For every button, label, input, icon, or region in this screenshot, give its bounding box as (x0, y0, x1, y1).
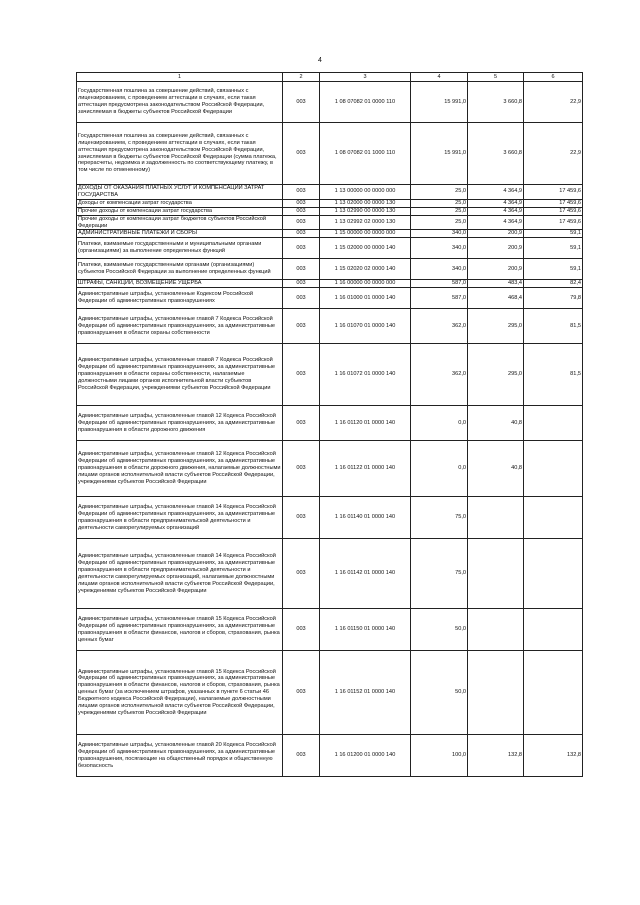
row-percent: 79,8 (524, 288, 583, 309)
row-budget-code: 1 13 02992 02 0000 130 (320, 215, 411, 230)
row-percent (524, 609, 583, 651)
row-plan: 587,0 (411, 280, 468, 288)
row-fact (468, 651, 524, 735)
table-row (77, 215, 583, 230)
row-admin-code: 003 (283, 82, 320, 123)
row-budget-code: 1 15 00000 00 0000 000 (320, 230, 411, 238)
row-name: Административные штрафы, установленные главой 7 Кодекса Российской Федерации об административных правонарушениях, за административные правонарушения в области охраны собственности (77, 309, 283, 344)
row-plan: 15 991,0 (411, 123, 468, 185)
row-fact: 295,0 (468, 309, 524, 344)
row-name: Прочие доходы от компенсации затрат бюджетов субъектов Российской Федерации (77, 215, 283, 230)
row-fact: 295,0 (468, 344, 524, 406)
row-percent (524, 441, 583, 497)
row-fact: 483,4 (468, 280, 524, 288)
table-row (77, 199, 583, 207)
table-row (77, 288, 583, 309)
row-name: Административные штрафы, установленные Кодексом Российской Федерации об административных правонарушениях (77, 288, 283, 309)
row-fact (468, 609, 524, 651)
table-row (77, 539, 583, 609)
row-percent: 59,1 (524, 238, 583, 259)
row-name: Доходы от компенсации затрат государства (77, 199, 283, 207)
row-budget-code: 1 16 01150 01 0000 140 (320, 609, 411, 651)
row-budget-code: 1 13 02000 00 0000 130 (320, 199, 411, 207)
row-percent: 59,1 (524, 230, 583, 238)
table-row (77, 735, 583, 777)
row-name: Административные штрафы, установленные главой 14 Кодекса Российской Федерации об административных правонарушениях, за административные правонарушения в области предпринимательской деятельности и деятельности саморегулируемых организаций, налагаемые должностными лицами органов исполнительной власти субъектов Российской Федерации, учреждениями субъектов Российской Федерации (77, 539, 283, 609)
row-admin-code: 003 (283, 280, 320, 288)
table-row (77, 230, 583, 238)
row-name: АДМИНИСТРАТИВНЫЕ ПЛАТЕЖИ И СБОРЫ (77, 230, 283, 238)
row-name: Административные штрафы, установленные главой 15 Кодекса Российской Федерации об административных правонарушениях, за административные правонарушения в области финансов, налогов и сборов, страхования, рынка ценных бумаг (за исключением штрафов, указанных в пункте 6 статьи 46 Бюджетного кодекса Российской Федерации), налагаемые должностными лицами органов исполнительной власти субъектов Российской Федерации, учреждениями субъектов Российской Федерации (77, 651, 283, 735)
header-cell: 5 (468, 73, 524, 82)
row-plan: 0,0 (411, 441, 468, 497)
table-row (77, 497, 583, 539)
row-plan: 340,0 (411, 259, 468, 280)
row-percent (524, 406, 583, 441)
row-percent (524, 651, 583, 735)
row-percent: 22,9 (524, 123, 583, 185)
row-fact: 4 364,9 (468, 215, 524, 230)
row-admin-code: 003 (283, 651, 320, 735)
row-budget-code: 1 16 01142 01 0000 140 (320, 539, 411, 609)
row-admin-code: 003 (283, 207, 320, 215)
row-plan: 0,0 (411, 406, 468, 441)
row-budget-code: 1 13 02990 00 0000 130 (320, 207, 411, 215)
row-plan: 25,0 (411, 215, 468, 230)
row-percent: 17 459,6 (524, 185, 583, 200)
row-fact: 40,8 (468, 441, 524, 497)
row-admin-code: 003 (283, 259, 320, 280)
row-plan: 50,0 (411, 609, 468, 651)
row-budget-code: 1 15 02020 02 0000 140 (320, 259, 411, 280)
row-budget-code: 1 16 01072 01 0000 140 (320, 344, 411, 406)
row-name: Административные штрафы, установленные главой 20 Кодекса Российской Федерации об административных правонарушениях, за административные правонарушения, посягающие на общественный порядок и общественную безопасность (77, 735, 283, 777)
row-percent: 17 459,6 (524, 215, 583, 230)
row-name: Административные штрафы, установленные главой 7 Кодекса Российской Федерации об административных правонарушениях, за административные правонарушения в области охраны собственности, налагаемые должностными лицами органов исполнительной власти субъектов Российской Федерации, учреждениями субъектов Российской Федерации (77, 344, 283, 406)
row-name: Административные штрафы, установленные главой 12 Кодекса Российской Федерации об административных правонарушениях, за административные правонарушения в области дорожного движения (77, 406, 283, 441)
row-percent: 132,8 (524, 735, 583, 777)
row-fact: 3 660,8 (468, 123, 524, 185)
row-admin-code: 003 (283, 199, 320, 207)
row-budget-code: 1 16 00000 00 0000 000 (320, 280, 411, 288)
row-name: Административные штрафы, установленные главой 15 Кодекса Российской Федерации об административных правонарушениях, за административные правонарушения в области финансов, налогов и сборов, страхования, рынка ценных бумаг (77, 609, 283, 651)
row-admin-code: 003 (283, 406, 320, 441)
table-row (77, 651, 583, 735)
row-fact: 3 660,8 (468, 82, 524, 123)
row-plan: 587,0 (411, 288, 468, 309)
row-plan: 75,0 (411, 497, 468, 539)
row-percent: 81,5 (524, 309, 583, 344)
row-admin-code: 003 (283, 735, 320, 777)
row-admin-code: 003 (283, 230, 320, 238)
row-plan: 75,0 (411, 539, 468, 609)
row-budget-code: 1 16 01120 01 0000 140 (320, 406, 411, 441)
row-plan: 340,0 (411, 230, 468, 238)
row-plan: 100,0 (411, 735, 468, 777)
row-plan: 15 991,0 (411, 82, 468, 123)
row-admin-code: 003 (283, 238, 320, 259)
table-row (77, 344, 583, 406)
row-percent: 59,1 (524, 259, 583, 280)
row-name: Государственная пошлина за совершение действий, связанных с лицензированием, с проведением аттестации в случаях, если такая аттестация предусмотрена законодательством Российской Федерации, зачисляемая в бюджеты субъектов Российской Федерации (77, 82, 283, 123)
row-plan: 25,0 (411, 207, 468, 215)
revenue-table (76, 72, 583, 777)
row-name: ДОХОДЫ ОТ ОКАЗАНИЯ ПЛАТНЫХ УСЛУГ И КОМПЕНСАЦИИ ЗАТРАТ ГОСУДАРСТВА (77, 185, 283, 200)
table-header-row (77, 73, 583, 82)
row-fact: 4 364,9 (468, 199, 524, 207)
row-budget-code: 1 16 01140 01 0000 140 (320, 497, 411, 539)
row-name: Платежи, взимаемые государственными органами (организациями) субъектов Российской Федерации за выполнение определенных функций (77, 259, 283, 280)
table-row (77, 123, 583, 185)
table-row (77, 406, 583, 441)
row-admin-code: 003 (283, 288, 320, 309)
row-percent: 81,5 (524, 344, 583, 406)
page-number: 4 (318, 57, 322, 64)
row-fact: 132,8 (468, 735, 524, 777)
row-percent: 22,9 (524, 82, 583, 123)
row-admin-code: 003 (283, 215, 320, 230)
row-budget-code: 1 16 01200 01 0000 140 (320, 735, 411, 777)
header-cell: 4 (411, 73, 468, 82)
table-row (77, 441, 583, 497)
row-percent: 17 459,6 (524, 207, 583, 215)
row-fact: 200,9 (468, 259, 524, 280)
row-name: Платежи, взимаемые государственными и муниципальными органами (организациями) за выполнение определенных функций (77, 238, 283, 259)
row-fact: 4 364,9 (468, 207, 524, 215)
row-budget-code: 1 16 01122 01 0000 140 (320, 441, 411, 497)
row-budget-code: 1 16 01070 01 0000 140 (320, 309, 411, 344)
row-fact: 200,9 (468, 230, 524, 238)
row-percent: 82,4 (524, 280, 583, 288)
row-fact: 200,9 (468, 238, 524, 259)
table-row (77, 609, 583, 651)
row-name: Административные штрафы, установленные главой 14 Кодекса Российской Федерации об административных правонарушениях, за административные правонарушения в области предпринимательской деятельности и деятельности саморегулируемых организаций (77, 497, 283, 539)
table-row (77, 82, 583, 123)
row-name: Прочие доходы от компенсации затрат государства (77, 207, 283, 215)
row-admin-code: 003 (283, 497, 320, 539)
table-row (77, 185, 583, 200)
header-cell: 6 (524, 73, 583, 82)
table-row (77, 280, 583, 288)
table-row (77, 238, 583, 259)
row-admin-code: 003 (283, 539, 320, 609)
row-fact (468, 497, 524, 539)
row-plan: 340,0 (411, 238, 468, 259)
row-fact (468, 539, 524, 609)
row-admin-code: 003 (283, 123, 320, 185)
header-cell: 3 (320, 73, 411, 82)
row-budget-code: 1 08 07082 01 1000 110 (320, 123, 411, 185)
header-cell: 1 (77, 73, 283, 82)
table-row (77, 259, 583, 280)
row-plan: 25,0 (411, 199, 468, 207)
row-admin-code: 003 (283, 309, 320, 344)
row-admin-code: 003 (283, 185, 320, 200)
row-budget-code: 1 16 01152 01 0000 140 (320, 651, 411, 735)
row-admin-code: 003 (283, 344, 320, 406)
row-percent: 17 459,6 (524, 199, 583, 207)
row-plan: 25,0 (411, 185, 468, 200)
row-plan: 362,0 (411, 344, 468, 406)
row-percent (524, 497, 583, 539)
row-plan: 362,0 (411, 309, 468, 344)
table-row (77, 207, 583, 215)
row-admin-code: 003 (283, 609, 320, 651)
row-budget-code: 1 13 00000 00 0000 000 (320, 185, 411, 200)
row-percent (524, 539, 583, 609)
row-plan: 50,0 (411, 651, 468, 735)
row-name: ШТРАФЫ, САНКЦИИ, ВОЗМЕЩЕНИЕ УЩЕРБА (77, 280, 283, 288)
table-row (77, 309, 583, 344)
row-fact: 40,8 (468, 406, 524, 441)
header-cell: 2 (283, 73, 320, 82)
row-fact: 4 364,9 (468, 185, 524, 200)
row-admin-code: 003 (283, 441, 320, 497)
row-budget-code: 1 16 01000 01 0000 140 (320, 288, 411, 309)
row-name: Административные штрафы, установленные главой 12 Кодекса Российской Федерации об административных правонарушениях, за административные правонарушения в области дорожного движения, налагаемые должностными лицами органов исполнительной власти субъектов Российской Федерации, учреждениями субъектов Российской Федерации (77, 441, 283, 497)
row-name: Государственная пошлина за совершение действий, связанных с лицензированием, с проведением аттестации в случаях, если такая аттестация предусмотрена законодательством Российской Федерации, зачисляемая в бюджеты субъектов Российской Федерации (сумма платежа, перерасчеты, недоимка и задолженность по соответствующему платежу, в том числе по отмененному) (77, 123, 283, 185)
row-budget-code: 1 08 07082 01 0000 110 (320, 82, 411, 123)
row-budget-code: 1 15 02000 00 0000 140 (320, 238, 411, 259)
row-fact: 468,4 (468, 288, 524, 309)
